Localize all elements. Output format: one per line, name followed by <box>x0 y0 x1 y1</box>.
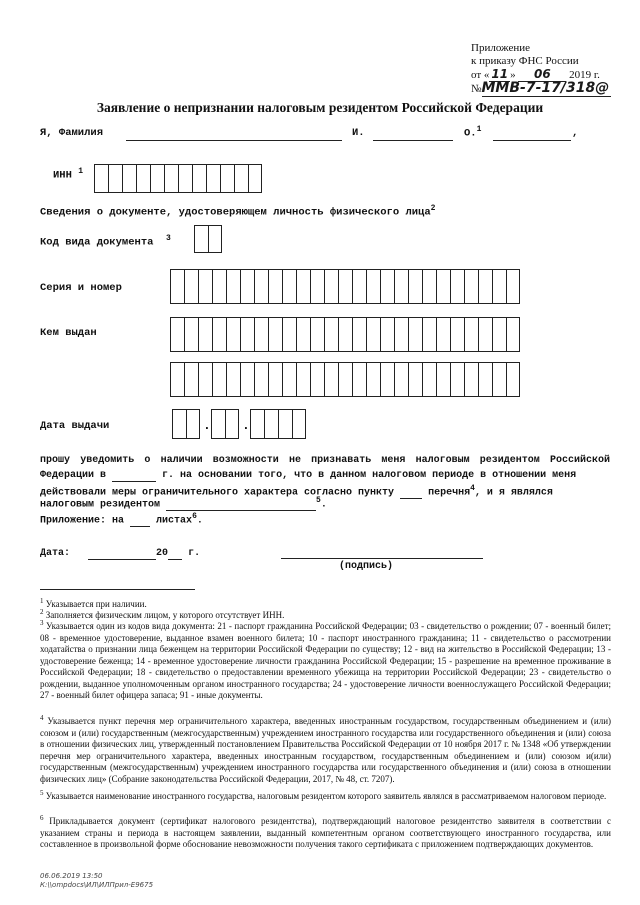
name-field[interactable] <box>373 140 453 141</box>
inn-cell[interactable] <box>122 164 136 193</box>
inn-cell[interactable] <box>178 164 192 193</box>
patronymic-field[interactable] <box>493 140 571 141</box>
inn-cell[interactable] <box>94 164 108 193</box>
doc-code-label: Код вида документа $^3$ <box>40 234 171 249</box>
issue-date-year-cells[interactable] <box>250 409 306 439</box>
input-cell[interactable] <box>212 317 226 352</box>
input-cell[interactable] <box>352 362 366 397</box>
doc-code-cell[interactable] <box>194 225 208 253</box>
doc-code-cells[interactable] <box>194 225 222 253</box>
input-cell[interactable] <box>296 362 310 397</box>
inn-cell[interactable] <box>220 164 234 193</box>
input-cell[interactable] <box>366 362 380 397</box>
input-cell[interactable] <box>324 362 338 397</box>
inn-cell[interactable] <box>234 164 248 193</box>
header-line2: к приказу ФНС России <box>471 55 579 67</box>
input-cell[interactable] <box>464 362 478 397</box>
input-cell[interactable] <box>296 269 310 304</box>
input-cell[interactable] <box>324 269 338 304</box>
input-cell[interactable] <box>186 409 200 439</box>
input-cell[interactable] <box>198 269 212 304</box>
statement-line2: Федерации в г. на основании того, что в данном налоговом периоде в отношении меня <box>40 470 577 481</box>
input-cell[interactable] <box>380 269 394 304</box>
sheets-field[interactable] <box>130 515 150 527</box>
inn-cell[interactable] <box>206 164 220 193</box>
input-cell[interactable] <box>408 362 422 397</box>
input-cell[interactable] <box>282 362 296 397</box>
order-header <box>471 42 611 96</box>
inn-cell[interactable] <box>192 164 206 193</box>
item-field[interactable] <box>400 487 422 499</box>
input-cell[interactable] <box>492 317 506 352</box>
year-field[interactable] <box>112 470 156 482</box>
input-cell[interactable] <box>310 269 324 304</box>
input-cell[interactable] <box>394 269 408 304</box>
footnote: $^1$ Указывается при наличии. <box>40 597 147 609</box>
date-line: Дата: 20 г. <box>40 548 201 559</box>
footnote: $^3$ Указывается один из кодов вида документа: 21 - паспорт гражданина Российской Федерации; 03 - свидетельство о рождении; 07 - военный билет; 08 - временное удостоверение, выданное взамен военного билета; 10 - паспорт иностранного гражданина; 11 - свидетельство о рассмотрении ходатайства о признании лица беженцем на территории Российской Федерации по существу; 12 - вид на жительство в Российской Федерации; 13 - удостоверение беженца; 14 - временное удостоверение личности гражданина Российской Федерации; 15 - разрешение на временное проживание в Российской Федерации; 18 - свидетельство о предоставлении временного убежища на территории Российской Федерации; 23 - свидетельство о рождении, выданное уполномоченным органом иностранного государства; 24 - удостоверение личности военнослужащего Российской Федерации; 27 - военный билет офицера запаса; 91 - иные документы. <box>40 619 611 700</box>
date-dot: . <box>242 418 250 433</box>
input-cell[interactable] <box>264 409 278 439</box>
order-day: 11 <box>491 67 509 81</box>
input-cell[interactable] <box>450 317 464 352</box>
input-cell[interactable] <box>225 409 239 439</box>
signature-label: (подпись) <box>339 561 394 572</box>
input-cell[interactable] <box>240 362 254 397</box>
issued-by-cells-row1[interactable] <box>170 317 520 352</box>
input-cell[interactable] <box>184 362 198 397</box>
input-cell[interactable] <box>282 269 296 304</box>
input-cell[interactable] <box>366 269 380 304</box>
input-cell[interactable] <box>184 317 198 352</box>
input-cell[interactable] <box>506 362 520 397</box>
input-cell[interactable] <box>198 317 212 352</box>
year-suffix-field[interactable] <box>168 548 182 560</box>
date-dot: . <box>203 418 211 433</box>
input-cell[interactable] <box>436 362 450 397</box>
input-cell[interactable] <box>310 317 324 352</box>
footnote: $^6$ Прикладывается документ (сертификат налогового резидентства), подтверждающий налоговое резидентство заявителя в соответствии с указанием страны и периода в настоящем заявлении, выданный компетентным органом соответствующего иностранного государства, или составленное в произвольной форме обоснование невозможности получения такого сертификата с приложением подтверждающих документов. <box>40 814 612 849</box>
input-cell[interactable] <box>506 317 520 352</box>
print-stamp: 06.06.2019 13:50 К:\\ompdocs\ИЛ\ИЛПрил-E9675 <box>40 872 154 889</box>
input-cell[interactable] <box>492 362 506 397</box>
input-cell[interactable] <box>506 269 520 304</box>
input-cell[interactable] <box>250 409 264 439</box>
footnote: $^5$ Указывается наименование иностранного государства, налоговым резидентом которого заявитель являлся в рассматриваемом налоговом периоде. <box>40 789 607 801</box>
inn-cell[interactable] <box>108 164 122 193</box>
input-cell[interactable] <box>394 362 408 397</box>
input-cell[interactable] <box>380 317 394 352</box>
input-cell[interactable] <box>422 269 436 304</box>
statement-line3: действовали меры ограничительного характера согласно пункту перечня$^4$, и я являлся <box>40 484 553 499</box>
input-cell[interactable] <box>338 317 352 352</box>
page-title: Заявление о непризнании налоговым резидентом Российской Федерации <box>96 100 544 115</box>
input-cell[interactable] <box>170 269 184 304</box>
input-cell[interactable] <box>268 362 282 397</box>
input-cell[interactable] <box>338 362 352 397</box>
doc-info-label: Сведения о документе, удостоверяющем личность физического лица$^2$ <box>40 204 436 219</box>
doc-code-cell[interactable] <box>208 225 222 253</box>
input-cell[interactable] <box>436 317 450 352</box>
series-cells[interactable] <box>170 269 520 304</box>
input-cell[interactable] <box>172 409 186 439</box>
input-cell[interactable] <box>338 269 352 304</box>
inn-cell[interactable] <box>150 164 164 193</box>
patronymic-label: О.$^1$ <box>464 125 482 140</box>
input-cell[interactable] <box>464 269 478 304</box>
header-number-line: №ММВ-7-17/318@ <box>471 80 610 96</box>
issued-by-cells-row2[interactable] <box>170 362 520 397</box>
inn-cells[interactable] <box>94 164 262 193</box>
input-cell[interactable] <box>268 317 282 352</box>
input-cell[interactable] <box>254 269 268 304</box>
footnote: $^4$ Указывается пункт перечня мер ограничительного характера, введенных иностранным государством, государственным объединением и (или) союзом и (или) государственным (межгосударственным) учреждением иностранного государства или государственного объединения и (или) союза в отношении физических лиц, утвержденный постановлением Правительства Российской Федерации от 10 ноября 2017 г. № 1348 «Об утверждении перечня мер ограничительного характера, введенных иностранным государством, государственным объединением и (или) союзом и(или) государственным (межгосударственным) учреждением иностранного государства или государственного объединения и (или) союза в отношении физических лиц» (Собрание законодательства Российской Федерации, 2017, № 48, ст. 7207). <box>40 714 612 784</box>
input-cell[interactable] <box>240 269 254 304</box>
input-cell[interactable] <box>422 317 436 352</box>
input-cell[interactable] <box>170 362 184 397</box>
input-cell[interactable] <box>268 269 282 304</box>
input-cell[interactable] <box>310 362 324 397</box>
input-cell[interactable] <box>394 317 408 352</box>
issue-date-day-cells[interactable] <box>172 409 200 439</box>
input-cell[interactable] <box>478 362 492 397</box>
input-cell[interactable] <box>422 362 436 397</box>
input-cell[interactable] <box>366 317 380 352</box>
input-cell[interactable] <box>324 317 338 352</box>
input-cell[interactable] <box>292 409 306 439</box>
order-number: ММВ-7-17/318@ <box>481 80 610 96</box>
input-cell[interactable] <box>278 409 292 439</box>
input-cell[interactable] <box>352 269 366 304</box>
name-line-end: , <box>572 127 579 139</box>
inn-label: ИНН $^1$ <box>53 167 84 182</box>
series-label: Серия и номер <box>40 282 122 294</box>
input-cell[interactable] <box>170 317 184 352</box>
footnote: $^2$ Заполняется физическим лицом, у которого отсутствует ИНН. <box>40 608 285 620</box>
input-cell[interactable] <box>478 317 492 352</box>
input-cell[interactable] <box>226 317 240 352</box>
issue-date-label: Дата выдачи <box>40 420 110 432</box>
date-field[interactable] <box>88 548 156 560</box>
input-cell[interactable] <box>492 269 506 304</box>
statement-line1: прошу уведомить о наличии возможности не признавать меня налоговым резидентом Российской <box>40 455 610 466</box>
input-cell[interactable] <box>282 317 296 352</box>
order-month: 06 <box>518 68 566 82</box>
header-line1: Приложение <box>471 42 531 54</box>
inn-cell[interactable] <box>164 164 178 193</box>
footnote-separator <box>40 589 195 590</box>
input-cell[interactable] <box>254 317 268 352</box>
statement-line4: налоговым резидентом $^5$. <box>40 496 327 511</box>
input-cell[interactable] <box>184 269 198 304</box>
surname-field[interactable] <box>126 140 342 141</box>
input-cell[interactable] <box>211 409 225 439</box>
issue-date-month-cells[interactable] <box>211 409 239 439</box>
inn-cell[interactable] <box>248 164 262 193</box>
input-cell[interactable] <box>212 362 226 397</box>
input-cell[interactable] <box>254 362 268 397</box>
input-cell[interactable] <box>226 269 240 304</box>
input-cell[interactable] <box>478 269 492 304</box>
issued-by-label: Кем выдан <box>40 327 97 339</box>
inn-cell[interactable] <box>136 164 150 193</box>
input-cell[interactable] <box>408 269 422 304</box>
name-label: И. <box>352 127 365 139</box>
input-cell[interactable] <box>436 269 450 304</box>
input-cell[interactable] <box>450 362 464 397</box>
input-cell[interactable] <box>352 317 366 352</box>
input-cell[interactable] <box>380 362 394 397</box>
input-cell[interactable] <box>408 317 422 352</box>
input-cell[interactable] <box>212 269 226 304</box>
surname-label: Я, Фамилия <box>40 127 104 139</box>
input-cell[interactable] <box>226 362 240 397</box>
country-field[interactable] <box>166 499 316 511</box>
input-cell[interactable] <box>296 317 310 352</box>
input-cell[interactable] <box>464 317 478 352</box>
input-cell[interactable] <box>450 269 464 304</box>
input-cell[interactable] <box>240 317 254 352</box>
signature-field[interactable] <box>281 558 483 559</box>
header-date-line: от « 11 » 06 2019 г. <box>471 67 600 81</box>
attachment-line: Приложение: на листах$^6$. <box>40 512 203 527</box>
input-cell[interactable] <box>198 362 212 397</box>
